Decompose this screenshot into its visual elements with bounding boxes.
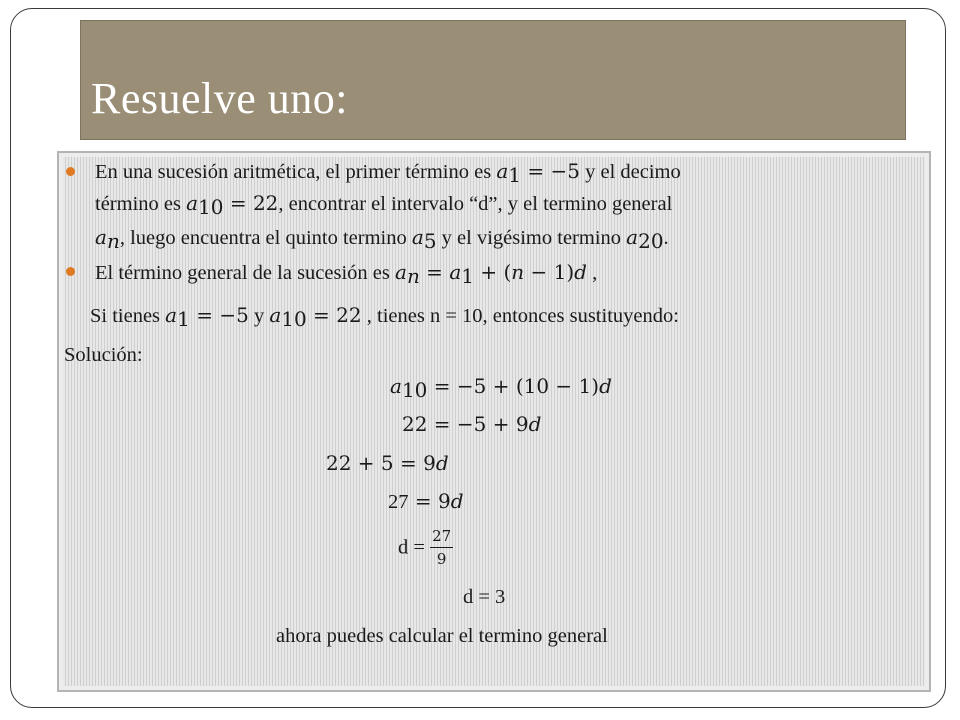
- slide-title: Resuelve uno:: [91, 74, 349, 123]
- text-span: término es: [95, 193, 187, 215]
- text-span: y el decimo: [579, 161, 681, 183]
- text-span: d =: [398, 536, 431, 559]
- equation-2: [402, 414, 541, 436]
- text-span: , tienes n = 10, entonces sustituyendo:: [361, 305, 679, 327]
- math-var: d: [599, 374, 612, 398]
- title-bar: [80, 20, 906, 140]
- text-span: El término general de la sucesión es: [95, 262, 395, 284]
- math-sub: 20: [638, 229, 664, 253]
- math-sub: 1: [508, 163, 521, 187]
- math-value: = −5: [521, 159, 580, 183]
- bullet1-line1: [95, 159, 681, 187]
- math-var: d: [450, 489, 464, 513]
- math-op: − 1): [524, 260, 575, 284]
- math-sub: 1: [177, 307, 190, 331]
- bullet2-line: [95, 260, 598, 288]
- text-span: ,: [586, 262, 598, 284]
- math-sub: 1: [461, 264, 474, 288]
- equation-6: d = 3: [463, 586, 506, 608]
- math-sub: 10: [281, 307, 307, 331]
- math-var: d: [574, 260, 587, 284]
- fraction: [430, 528, 453, 567]
- equation-3: [326, 453, 449, 475]
- math-sub: 10: [198, 195, 224, 219]
- equation-1: [390, 374, 612, 402]
- math-value: = 22: [306, 303, 362, 327]
- math-var: a: [95, 225, 107, 249]
- math-var: a: [449, 260, 462, 284]
- math-expr: = 9: [408, 489, 451, 513]
- bullet-dot: [66, 167, 75, 176]
- equation-5: [398, 528, 453, 567]
- math-var: a: [165, 303, 178, 327]
- math-expr: 22 = −5 + 9: [402, 412, 529, 436]
- math-value: = −5: [189, 303, 249, 327]
- math-op: + (: [473, 260, 512, 284]
- math-op: =: [419, 260, 450, 284]
- text-span: y el vigésimo termino: [436, 227, 627, 249]
- math-expr: 22 + 5 = 9: [326, 451, 436, 475]
- text-span: .: [663, 227, 669, 249]
- math-var: d: [528, 412, 542, 436]
- given-line: [90, 303, 679, 331]
- math-var: a: [269, 303, 282, 327]
- bullet1-line3: [95, 225, 669, 253]
- math-var: d: [435, 451, 449, 475]
- closing-text: ahora puedes calcular el termino general: [276, 625, 608, 647]
- text-span: , encontrar el intervalo “d”, y el termino general: [278, 193, 673, 215]
- fraction-numerator: 27: [430, 528, 453, 548]
- math-sub: 10: [401, 378, 428, 402]
- text-span: y: [248, 305, 270, 327]
- math-value: = 22: [223, 191, 279, 215]
- math-expr: = −5 + (10 − 1): [427, 374, 600, 398]
- math-var: a: [390, 374, 402, 398]
- text-span: 27: [388, 491, 409, 513]
- math-var: a: [411, 225, 424, 249]
- math-sub: n: [106, 229, 120, 253]
- math-var: a: [395, 260, 407, 284]
- bullet-dot: [66, 267, 75, 276]
- solution-label: Solución:: [64, 344, 143, 366]
- math-var: a: [496, 159, 509, 183]
- text-span: En una sucesión aritmética, el primer término es: [95, 161, 497, 183]
- math-var: n: [511, 260, 525, 284]
- math-var: a: [186, 191, 199, 215]
- text-span: Si tienes: [90, 305, 166, 327]
- fraction-denominator: 9: [436, 549, 447, 568]
- math-var: a: [626, 225, 639, 249]
- math-sub: 5: [423, 229, 437, 253]
- text-span: , luego encuentra el quinto termino: [119, 227, 412, 249]
- bullet1-line2: [95, 191, 673, 219]
- math-sub: n: [406, 264, 420, 288]
- equation-4: [388, 491, 464, 513]
